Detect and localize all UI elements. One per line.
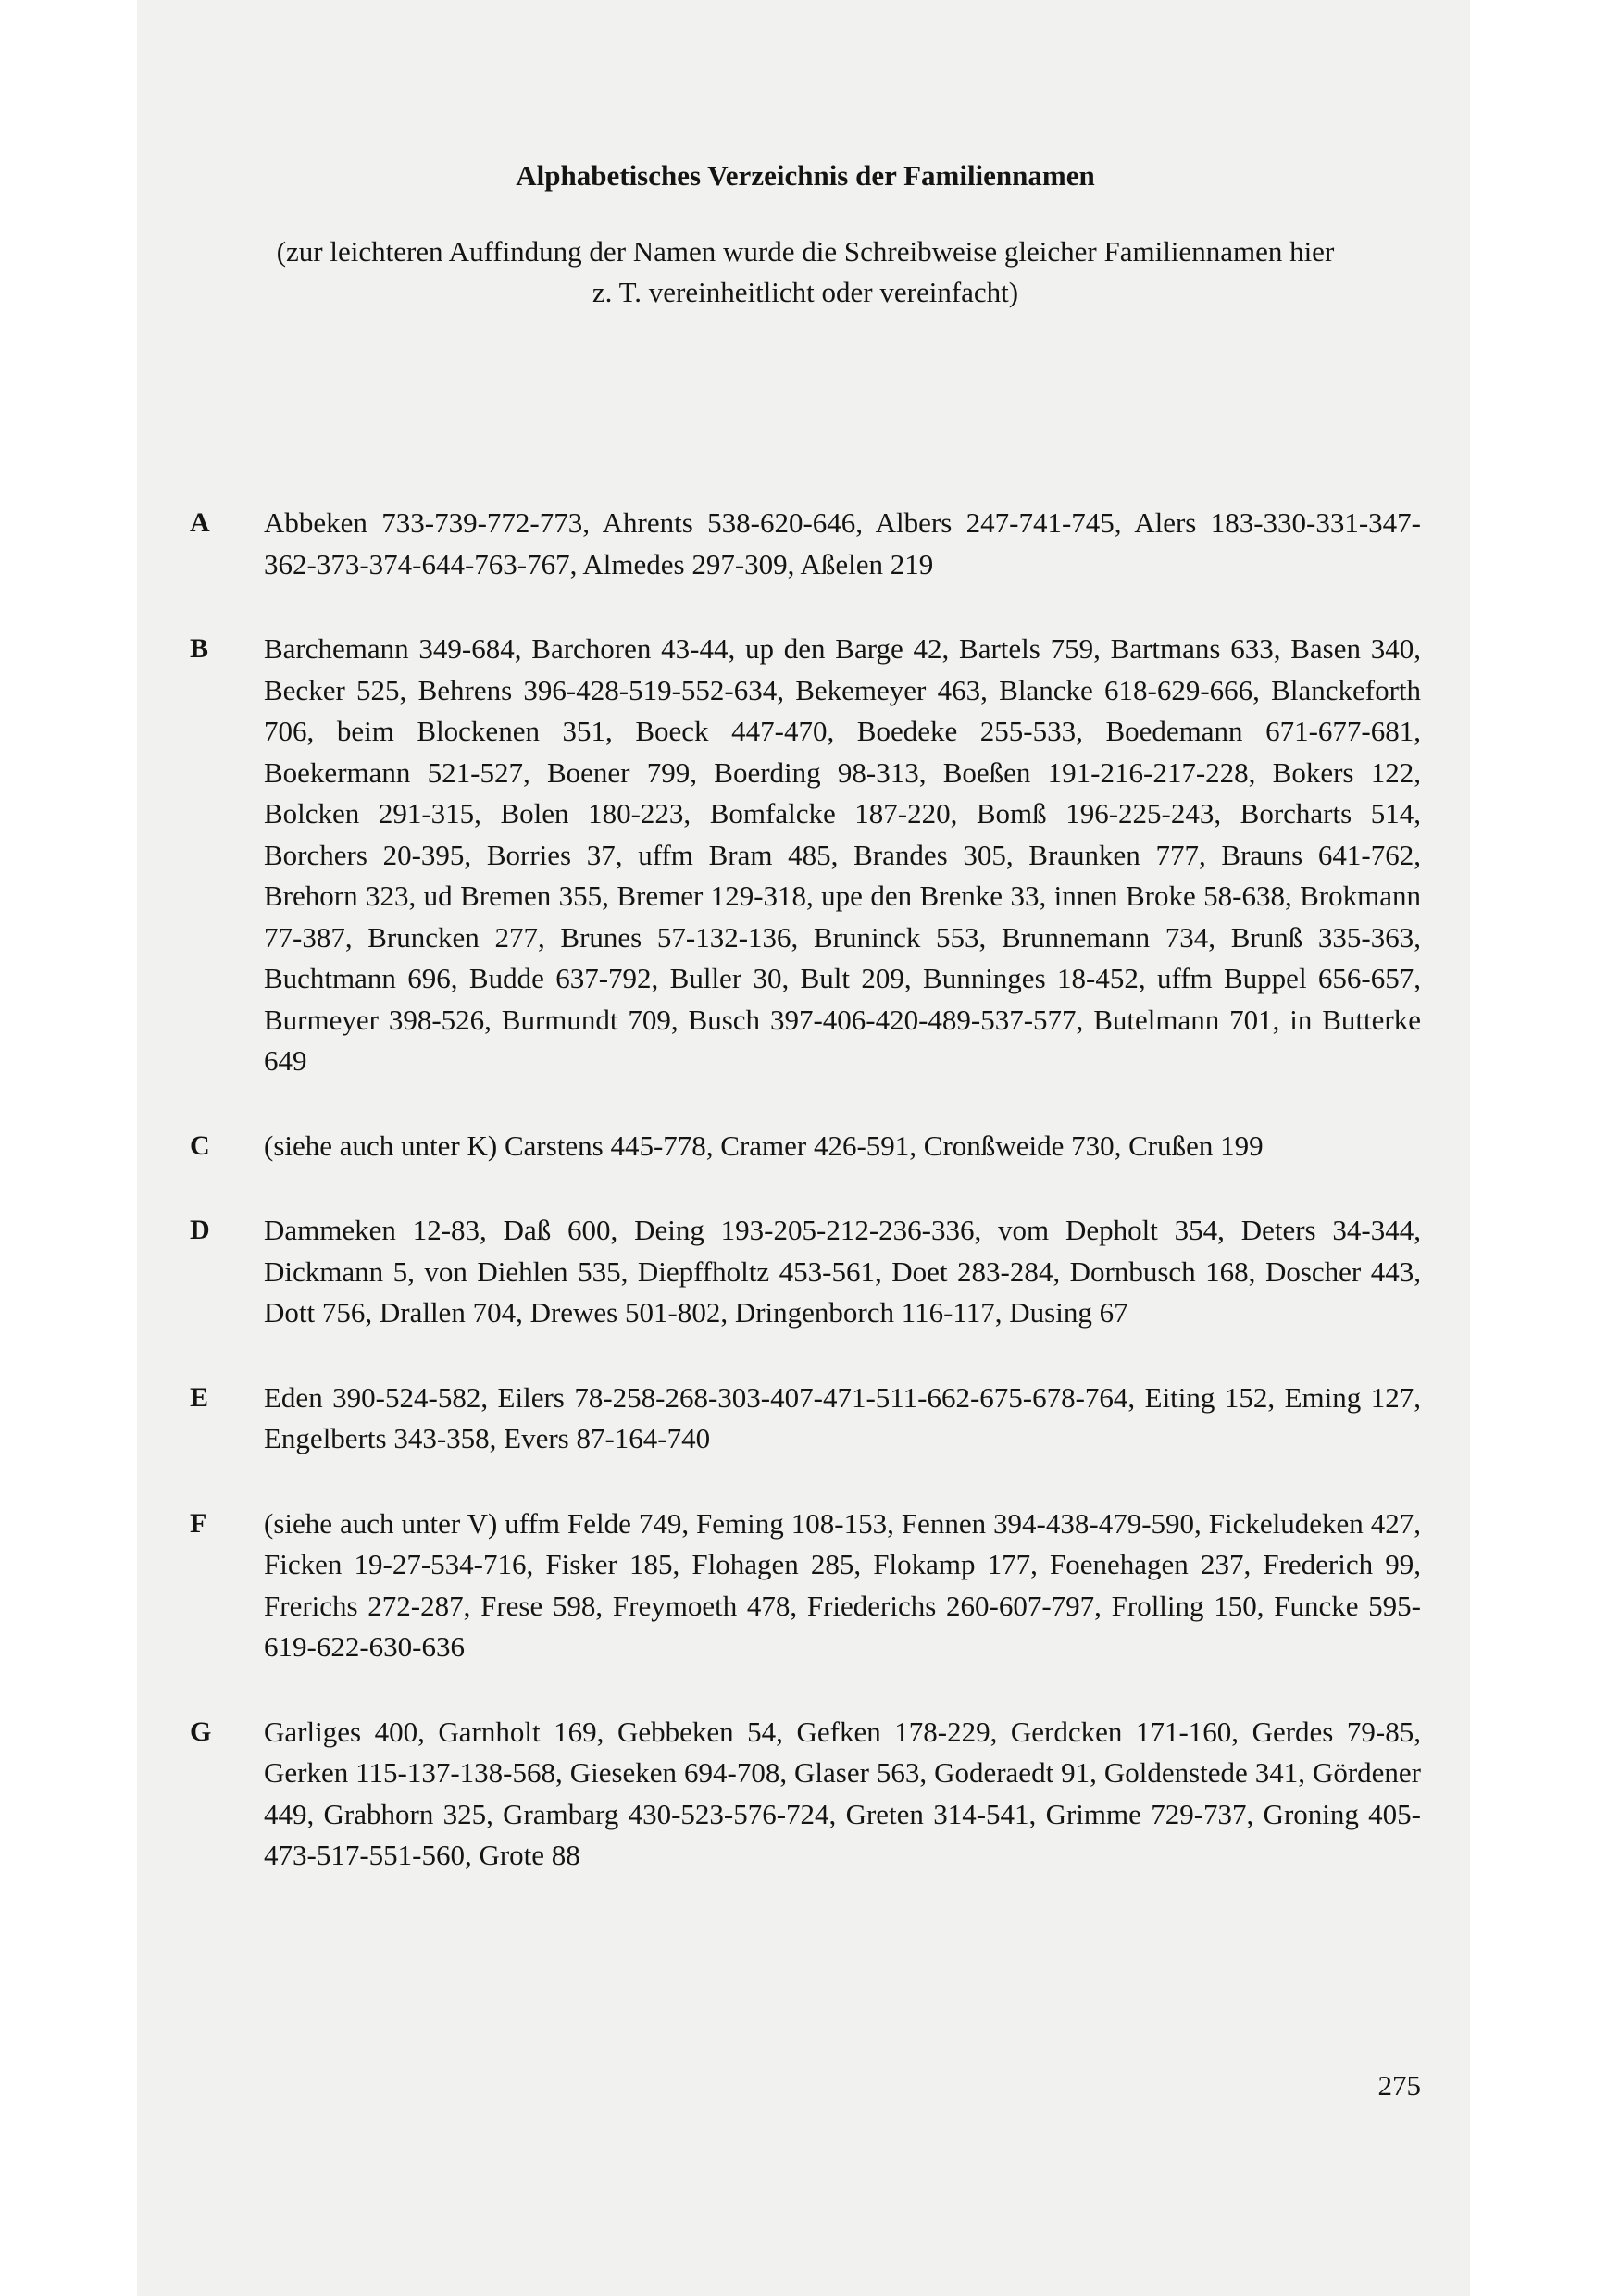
index-names: (siehe auch unter K) Carstens 445-778, Cramer 426-591, Cronßweide 730, Crußen 199 (264, 1129, 1264, 1162)
index-entry-g (190, 1712, 1421, 1877)
index-letter: E (190, 1381, 209, 1413)
index-entry-e (190, 1378, 1421, 1460)
index-letter: F (190, 1507, 207, 1539)
index-entry-f (190, 1504, 1421, 1668)
index-names: Dammeken 12-83, Daß 600, Deing 193-205-212-236-336, vom Depholt 354, Deters 34-344, Dickmann 5, von Diehlen 535, Diepffholtz 453-561, Doet 283-284, Dornbusch 168, Doscher 443, Dott 756, Drallen 704, Drewes 501-802, Dringenborch 116-117, Dusing 67 (264, 1214, 1421, 1329)
index-names: Garliges 400, Garnholt 169, Gebbeken 54, Gefken 178-229, Gerdcken 171-160, Gerdes 79-85, Gerken 115-137-138-568, Gieseken 694-708, Glaser 563, Goderaedt 91, Goldenstede 341, Gördener 449, Grabhorn 325, Grambarg 430-523-576-724, Greten 314-541, Grimme 729-737, Groning 405-473-517-551-560, Grote 88 (264, 1715, 1421, 1871)
index-letter: D (190, 1215, 210, 1245)
index-letter: B (190, 633, 209, 664)
index-letter: G (190, 1716, 212, 1747)
index-entry-a (190, 503, 1421, 585)
subtitle-line-2: z. T. vereinheitlicht oder vereinfacht) (592, 276, 1019, 308)
index-names: (siehe auch unter V) uffm Felde 749, Feming 108-153, Fennen 394-438-479-590, Fickeludeken 427, Ficken 19-27-534-716, Fisker 185, Flohagen 285, Flokamp 177, Foenehagen 237, Frederich 99, Frerichs 272-287, Frese 598, Freymoeth 478, Friederichs 260-607-797, Frolling 150, Funcke 595-619-622-630-636 (264, 1506, 1421, 1663)
page-subtitle (190, 231, 1421, 313)
subtitle-line-1: (zur leichteren Auffindung der Namen wurde die Schreibweise gleicher Familiennamen hier (276, 235, 1335, 268)
page-content (190, 157, 1421, 2102)
surname-index (190, 503, 1421, 1877)
index-names: Barchemann 349-684, Barchoren 43-44, up den Barge 42, Bartels 759, Bartmans 633, Basen 340, Becker 525, Behrens 396-428-519-552-634, Bekemeyer 463, Blancke 618-629-666, Blanckeforth 706, beim Blockenen 351, Boeck 447-470, Boedeke 255-533, Boedemann 671-677-681, Boekermann 521-527, Boener 799, Boerding 98-313, Boeßen 191-216-217-228, Bokers 122, Bolcken 291-315, Bolen 180-223, Bomfalcke 187-220, Bomß 196-225-243, Borcharts 514, Borchers 20-395, Borries 37, uffm Bram 485, Brandes 305, Braunken 777, Brauns 641-762, Brehorn 323, ud Bremen 355, Bremer 129-318, upe den Brenke 33, innen Broke 58-638, Brokmann 77-387, Bruncken 277, Brunes 57-132-136, Bruninck 553, Brunnemann 734, Brunß 335-363, Buchtmann 696, Budde 637-792, Buller 30, Bult 209, Bunninges 18-452, uffm Buppel 656-657, Burmeyer 398-526, Burmundt 709, Busch 397-406-420-489-537-577, Butelmann 701, in Butterke 649 (264, 632, 1421, 1077)
page-number: 275 (1377, 2069, 1421, 2102)
index-names: Eden 390-524-582, Eilers 78-258-268-303-407-471-511-662-675-678-764, Eiting 152, Eming 127, Engelberts 343-358, Evers 87-164-740 (264, 1380, 1421, 1454)
index-entry-c (190, 1126, 1421, 1167)
index-entry-d (190, 1210, 1421, 1334)
index-entry-b (190, 629, 1421, 1082)
index-letter: C (190, 1129, 210, 1161)
page-title: Alphabetisches Verzeichnis der Familiennamen (516, 159, 1095, 192)
index-letter: A (190, 507, 210, 538)
index-names: Abbeken 733-739-772-773, Ahrents 538-620-646, Albers 247-741-745, Alers 183-330-331-347-362-373-374-644-763-767, Almedes 297-309, Aßelen 219 (264, 506, 1421, 580)
